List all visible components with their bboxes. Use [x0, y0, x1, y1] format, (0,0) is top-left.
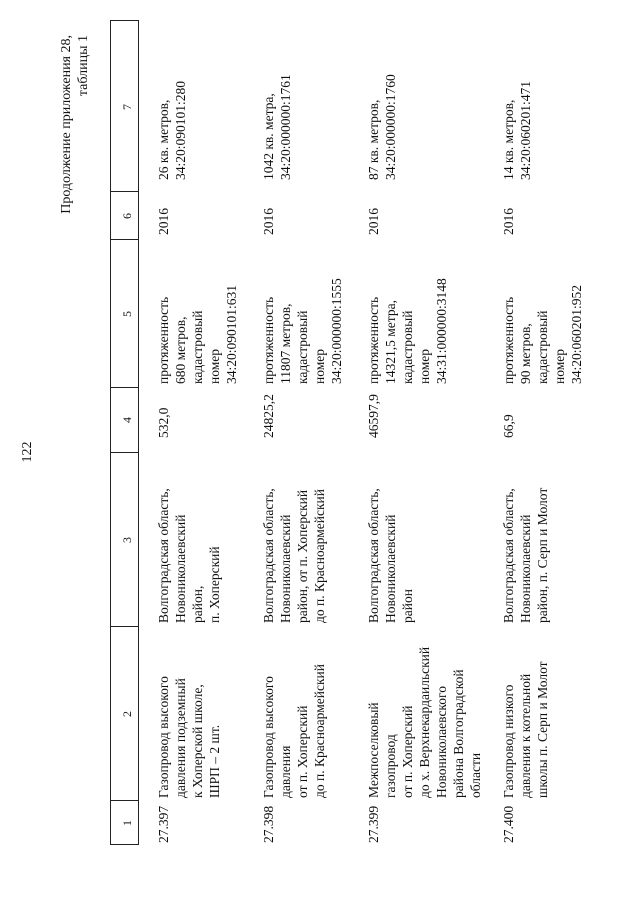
column-header-6: 6	[120, 213, 134, 219]
table-top-border	[110, 20, 111, 845]
object-name-line: от п. Хоперский	[295, 705, 310, 798]
land-area	[260, 74, 294, 180]
col-divider	[110, 191, 138, 192]
col-divider	[110, 800, 138, 801]
land-area-line: 34:20:090101:280	[173, 80, 188, 180]
land-area	[365, 74, 399, 180]
row-number: 27.399	[366, 805, 381, 843]
object-name-line: Газопровод высокого	[261, 676, 276, 798]
object-description-line: номер	[417, 348, 432, 384]
object-name-line: давления к котельной	[518, 673, 533, 798]
object-description-line: протяженность	[156, 296, 171, 384]
object-description	[260, 278, 345, 384]
year: 2016	[156, 208, 171, 235]
year: 2016	[501, 208, 516, 235]
object-address-line: Волгоградская область,	[156, 488, 171, 623]
object-description-line: протяженность	[261, 296, 276, 384]
object-description-line: кадастровый	[295, 310, 310, 384]
table-header-border	[138, 20, 139, 845]
object-description-line: 34:31:000000:3148	[434, 278, 449, 384]
object-description-line: кадастровый	[535, 310, 550, 384]
col-divider	[110, 626, 138, 627]
object-value: 24825,2	[261, 394, 276, 438]
object-description-line: номер	[552, 348, 567, 384]
object-name-line: области	[468, 752, 483, 798]
object-address-line: Волгоградская область,	[261, 488, 276, 623]
object-name-line: школы п. Серп и Молот	[535, 661, 550, 798]
object-name-line: района Волгоградской	[451, 669, 466, 798]
land-area-line: 26 кв. метров,	[156, 99, 171, 180]
object-description-line: кадастровый	[400, 310, 415, 384]
object-address-line: Новониколаевский	[278, 514, 293, 623]
column-header-3: 3	[120, 537, 134, 543]
object-description-line: 11807 метров,	[278, 303, 293, 384]
object-address-line: до п. Красноармейский	[312, 489, 327, 623]
land-area	[500, 81, 534, 180]
object-name	[500, 661, 551, 798]
object-description-line: 34:20:060201:952	[569, 284, 584, 384]
land-area-line: 34:20:000000:1761	[278, 74, 293, 180]
object-address	[500, 488, 551, 623]
object-name-line: Газопровод высокого	[156, 676, 171, 798]
col-divider	[110, 387, 138, 388]
object-address-line: район,	[190, 585, 205, 623]
col-divider	[110, 239, 138, 240]
object-address	[155, 488, 223, 623]
object-description-line: кадастровый	[190, 310, 205, 384]
object-name-line: Газопровод низкого	[501, 684, 516, 798]
object-description-line: 680 метров,	[173, 316, 188, 384]
object-name-line: газопровод	[383, 734, 398, 798]
col-divider	[110, 844, 138, 845]
object-description-line: 90 метров,	[518, 323, 533, 384]
land-area	[155, 81, 189, 180]
continuation-note	[58, 35, 92, 214]
column-header-2: 2	[120, 711, 134, 717]
object-name-line: ШРП – 2 шт.	[207, 724, 222, 798]
object-address-line: Новониколаевский	[173, 514, 188, 623]
object-address-line: Новониколаевский	[518, 514, 533, 623]
object-address	[260, 488, 328, 623]
land-area-line: 1042 кв. метра,	[261, 93, 276, 180]
object-address-line: п. Хоперский	[207, 546, 222, 623]
continuation-line-2: таблицы 1	[76, 35, 91, 97]
col-divider	[110, 20, 138, 21]
object-address	[365, 488, 416, 623]
object-value: 532,0	[156, 407, 171, 438]
continuation-line-1: Продолжение приложения 28,	[59, 35, 74, 214]
col-divider	[110, 452, 138, 453]
row-number: 27.398	[261, 805, 276, 843]
object-description	[155, 285, 240, 384]
object-description-line: номер	[312, 348, 327, 384]
column-header-7: 7	[120, 104, 134, 110]
object-address-line: Новониколаевский	[383, 514, 398, 623]
object-address-line: район, п. Серп и Молот	[535, 487, 550, 623]
object-name	[365, 647, 484, 798]
object-name-line: от п. Хоперский	[400, 705, 415, 798]
object-name-line: к Хоперской школе,	[190, 684, 205, 798]
row-number: 27.397	[156, 805, 171, 843]
column-header-1: 1	[120, 820, 134, 826]
land-area-line: 34:20:060201:471	[518, 80, 533, 180]
object-address-line: район	[400, 589, 415, 623]
object-name-line: давления подземный	[173, 678, 188, 798]
object-description-line: протяженность	[501, 296, 516, 384]
object-value: 46597,9	[366, 394, 381, 438]
object-description-line: 14321,5 метра,	[383, 300, 398, 384]
object-name	[155, 676, 223, 798]
object-description-line: номер	[207, 348, 222, 384]
object-name-line: Межпоселковый	[366, 702, 381, 798]
object-description-line: 34:20:090101:631	[224, 284, 239, 384]
column-header-5: 5	[120, 311, 134, 317]
year: 2016	[261, 208, 276, 235]
object-address-line: Волгоградская область,	[501, 488, 516, 623]
object-name-line: давления	[278, 745, 293, 798]
page-number: 122	[20, 441, 35, 463]
column-header-4: 4	[120, 417, 134, 423]
object-name-line: до п. Красноармейский	[312, 664, 327, 798]
object-description	[500, 285, 585, 384]
object-name	[260, 664, 328, 798]
row-number: 27.400	[501, 805, 516, 843]
object-name-line: до х. Верхнекардаильский	[417, 646, 432, 798]
object-value: 66,9	[501, 414, 516, 438]
object-name-line: Новониколаевского	[434, 685, 449, 798]
object-description	[365, 278, 450, 384]
object-description-line: 34:20:000000:1555	[329, 278, 344, 384]
land-area-line: 14 кв. метров,	[501, 99, 516, 180]
object-address-line: Волгоградская область,	[366, 488, 381, 623]
land-area-line: 34:20:000000:1760	[383, 74, 398, 180]
object-address-line: район, от п. Хоперский	[295, 489, 310, 623]
object-description-line: протяженность	[366, 296, 381, 384]
year: 2016	[366, 208, 381, 235]
land-area-line: 87 кв. метров,	[366, 99, 381, 180]
